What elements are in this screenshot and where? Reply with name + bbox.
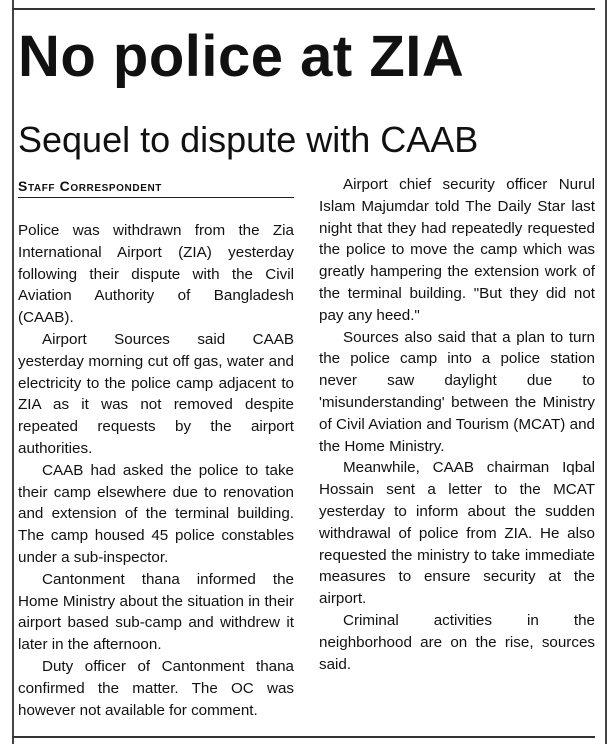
paragraph: Sources also said that a plan to turn the police camp into a police station never saw daylight due to 'misunderstanding' between the Ministry of Civil Aviation and Tourism (MCAT) and the Home Ministry. xyxy=(319,328,595,455)
paragraph: Airport chief security officer Nurul Islam Majumdar told The Daily Star last night that they had repeatedly requested the police to move the camp which was greatly hampering the extension work of the terminal building. "But they did not pay any heed." xyxy=(319,176,595,324)
paragraph: Cantonment thana informed the Home Ministry about the situation in their airport based sub-camp and withdrew it later in the afternoon. xyxy=(18,570,294,654)
paragraph: Meanwhile, CAAB chairman Iqbal Hossain sent a letter to the MCAT yesterday to inform about the sudden withdrawal of police from ZIA. He also requested the ministry to take immediate measures to ensure security at the airport. xyxy=(319,459,595,608)
left-column xyxy=(18,220,294,721)
paragraph: CAAB had asked the police to take their camp elsewhere due to renovation and extension of the terminal building. The camp housed 45 police constables under a sub-inspector. xyxy=(18,461,294,566)
paragraph: Criminal activities in the neighborhood are on the rise, sources said. xyxy=(319,611,595,673)
paragraph: Duty officer of Cantonment thana confirmed the matter. The OC was however not available for comment. xyxy=(18,657,294,719)
paragraph: Airport Sources said CAAB yesterday morning cut off gas, water and electricity to the police camp adjacent to ZIA as it was not removed despite repeated requests by the airport authorities. xyxy=(18,330,294,457)
bottom-rule xyxy=(12,736,595,738)
headline: No police at ZIA xyxy=(18,24,465,89)
paragraph: Police was withdrawn from the Zia International Airport (ZIA) yesterday following their dispute with the Civil Aviation Authority of Bangladesh (CAAB). xyxy=(18,222,294,327)
subheadline: Sequel to dispute with CAAB xyxy=(18,119,479,160)
right-column xyxy=(319,174,595,675)
byline: Staff Correspondent xyxy=(18,178,294,198)
top-rule xyxy=(12,8,595,10)
